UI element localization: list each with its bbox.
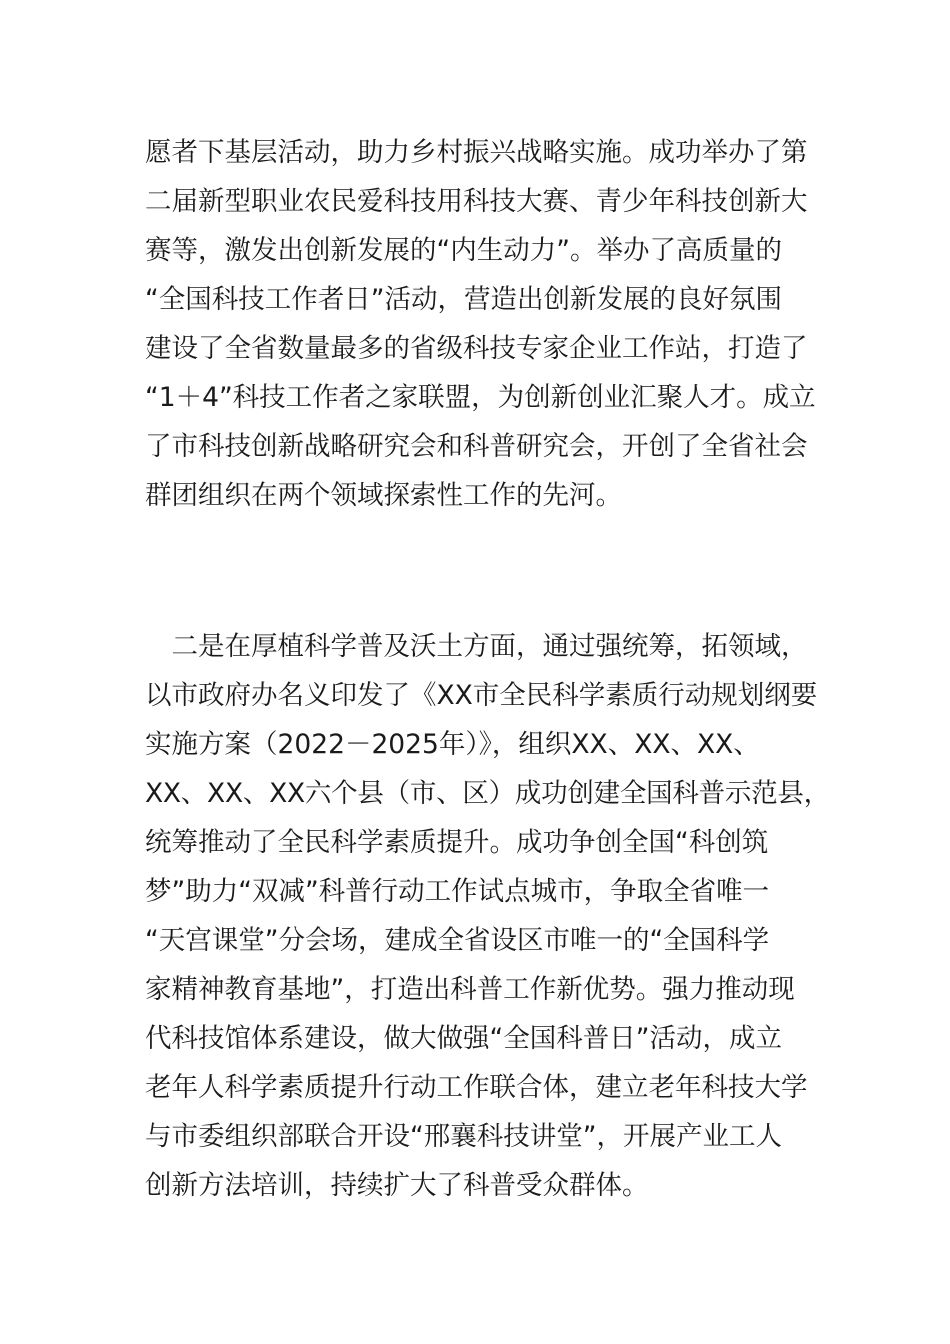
text-line: 二是在厚植科学普及沃土方面，通过强统筹，拓领域，	[145, 631, 808, 662]
paragraph-1	[145, 128, 835, 520]
text-line: 了市科技创新战略研究会和科普研究会，开创了全省社会	[145, 431, 808, 462]
text-line: “全国科技工作者日”活动，营造出创新发展的良好氛围	[145, 284, 782, 315]
text-line: “天宫课堂”分会场，建成全省设区市唯一的“全国科学	[145, 925, 770, 956]
paragraph-2	[145, 622, 835, 1210]
text-line: 实施方案（2022－2025年）》，组织XX、XX、XX、	[145, 729, 760, 760]
text-line: 赛等，激发出创新发展的“内生动力”。举办了高质量的	[145, 235, 782, 266]
text-line: 代科技馆体系建设，做大做强“全国科普日”活动，成立	[145, 1023, 782, 1054]
text-line: 老年人科学素质提升行动工作联合体，建立老年科技大学	[145, 1072, 808, 1103]
text-line: 家精神教育基地”，打造出科普工作新优势。强力推动现	[145, 974, 795, 1005]
text-line: 统筹推动了全民科学素质提升。成功争创全国“科创筑	[145, 827, 769, 858]
text-line: 愿者下基层活动，助力乡村振兴战略实施。成功举办了第	[145, 137, 808, 168]
text-line: “1＋4”科技工作者之家联盟，为创新创业汇聚人才。成立	[145, 382, 816, 413]
text-line: 建设了全省数量最多的省级科技专家企业工作站，打造了	[145, 333, 808, 364]
text-line: 梦”助力“双减”科普行动工作试点城市，争取全省唯一	[145, 876, 770, 907]
text-line: 创新方法培训，持续扩大了科普受众群体。	[145, 1170, 649, 1201]
text-line: XX、XX、XX六个县（市、区）成功创建全国科普示范县，	[145, 778, 830, 809]
text-line: 二届新型职业农民爱科技用科技大赛、青少年科技创新大	[145, 186, 808, 217]
text-line: 与市委组织部联合开设“邢襄科技讲堂”，开展产业工人	[145, 1121, 782, 1152]
text-line: 以市政府办名义印发了《XX市全民科学素质行动规划纲要	[145, 680, 818, 711]
text-line: 群团组织在两个领域探索性工作的先河。	[145, 480, 622, 511]
